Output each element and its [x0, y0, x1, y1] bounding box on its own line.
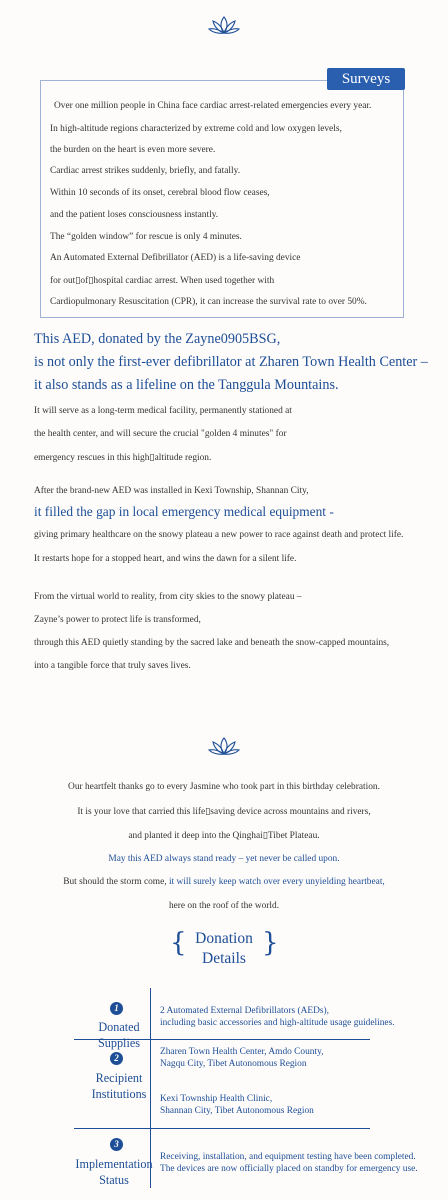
- body-line: through this AED quietly standing by the sacred lake and beneath the snow-capped mountains,: [34, 638, 390, 648]
- headline-line: it also stands as a lifeline on the Tanggula Mountains.: [34, 377, 339, 393]
- body-line: After the brand-new AED was installed in Kexi Township, Shannan City,: [34, 486, 309, 496]
- highlight-line: it filled the gap in local emergency medical equipment -: [34, 504, 334, 519]
- row-text: [160, 1152, 418, 1175]
- survey-line: In high-altitude regions characterized by extreme cold and low oxygen levels,: [50, 124, 342, 134]
- thanks-storm-line: [0, 877, 448, 887]
- survey-line: The “golden window” for rescue is only 4 minutes.: [50, 232, 242, 242]
- headline-line: This AED, donated by the Zayne0905BSG,: [34, 331, 281, 347]
- thanks-storm-b: it will surely keep watch over every unyielding heartbeat,: [166, 877, 385, 887]
- thanks-line: and planted it deep into the Qinghai▯Tibet Plateau.: [128, 831, 320, 841]
- body-line: the health center, and will secure the crucial "golden 4 minutes" for: [34, 429, 287, 439]
- row-label-line: Implementation: [75, 1157, 153, 1171]
- row-label-line: Supplies: [98, 1036, 140, 1050]
- row-label-line: Recipient: [95, 1071, 143, 1085]
- survey-line: Over one million people in China face cardiac arrest-related emergencies every year.: [54, 101, 372, 111]
- survey-line: and the patient loses consciousness instantly.: [50, 210, 219, 220]
- survey-line: Within 10 seconds of its onset, cerebral blood flow ceases,: [50, 188, 270, 198]
- thanks-storm-a: But should the storm come,: [63, 877, 167, 887]
- row-number-badge: 2: [110, 1052, 123, 1065]
- body-line: giving primary healthcare on the snowy plateau a new power to race against death and protect life.: [34, 530, 404, 540]
- body-line: From the virtual world to reality, from city skies to the snowy plateau –: [34, 592, 302, 602]
- row-text: [160, 1094, 314, 1117]
- row-text-line: Kexi Township Health Clinic,: [160, 1094, 273, 1104]
- right-brace: }: [262, 928, 279, 958]
- survey-line: Cardiopulmonary Resuscitation (CPR), it can increase the survival rate to over 50%.: [50, 297, 367, 307]
- row-text-line: 2 Automated External Defibrillators (AEDs),: [160, 1006, 329, 1016]
- thanks-blue-line: May this AED always stand ready – yet never be called upon.: [108, 854, 340, 864]
- row-divider: [74, 1128, 370, 1129]
- survey-line: for out▯of▯hospital cardiac arrest. When used together with: [50, 276, 275, 286]
- headline-line: is not only the first-ever defibrillator at Zharen Town Health Center –: [34, 354, 428, 370]
- row-text-line: Shannan City, Tibet Autonomous Region: [160, 1105, 314, 1116]
- row-label-line: Status: [99, 1173, 129, 1187]
- row-number-badge: 1: [110, 1002, 123, 1015]
- body-line: emergency rescues in this high▯altitude region.: [34, 453, 212, 463]
- thanks-line: Our heartfelt thanks go to every Jasmine who took part in this birthday celebration.: [68, 782, 380, 792]
- surveys-tag: Surveys: [327, 68, 405, 90]
- thanks-line: It is your love that carried this life▯saving device across mountains and rivers,: [77, 807, 371, 817]
- thanks-line: here on the roof of the world.: [168, 901, 280, 911]
- donation-title-2: Details: [202, 950, 246, 967]
- survey-line: the burden on the heart is even more severe.: [50, 145, 216, 155]
- row-text-line: including basic accessories and high-altitude usage guidelines.: [160, 1017, 395, 1028]
- survey-line: An Automated External Defibrillator (AED) is a life-saving device: [50, 253, 301, 263]
- row-text-line: Nagqu City, Tibet Autonomous Region: [160, 1058, 307, 1069]
- lotus-icon: [207, 14, 241, 38]
- survey-line: Cardiac arrest strikes suddenly, briefly, and fatally.: [50, 166, 241, 176]
- row-text-line: Zharen Town Health Center, Amdo County,: [160, 1047, 324, 1057]
- left-brace: {: [170, 928, 187, 958]
- body-line: It restarts hope for a stopped heart, and wins the dawn for a silent life.: [34, 554, 297, 564]
- row-number-badge: 3: [110, 1138, 123, 1151]
- donation-title-1: Donation: [195, 930, 253, 947]
- body-line: into a tangible force that truly saves lives.: [34, 661, 191, 671]
- body-line: It will serve as a long-term medical facility, permanently stationed at: [34, 406, 292, 416]
- row-text-line: Receiving, installation, and equipment testing have been completed.: [160, 1152, 416, 1162]
- body-line: Zayne’s power to protect life is transformed,: [34, 615, 201, 625]
- row-text-line: The devices are now officially placed on standby for emergency use.: [160, 1163, 418, 1174]
- row-text: [160, 1006, 395, 1029]
- row-label-line: Institutions: [91, 1087, 147, 1101]
- lotus-icon: [207, 735, 241, 759]
- row-text: [160, 1047, 324, 1070]
- row-label-line: Donated: [98, 1020, 140, 1034]
